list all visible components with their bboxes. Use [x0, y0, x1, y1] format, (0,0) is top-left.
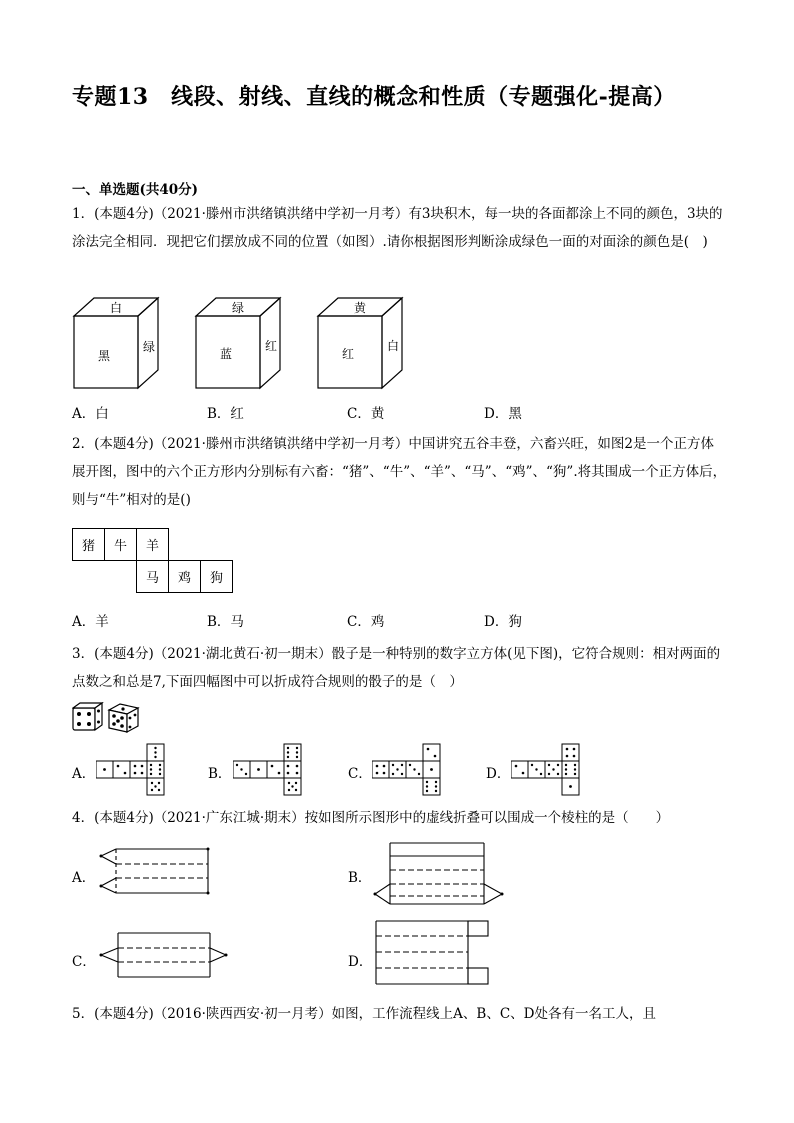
die-1 — [73, 703, 102, 730]
q2-option-a: A．羊 — [72, 614, 109, 630]
net-cell-pig: 猪 — [72, 528, 105, 561]
q1-cubes-figure — [72, 296, 432, 394]
question-4-text: 4．(本题4分)（2021·广东江城·期末）按如图所示图形中的虚线折叠可以围成一个棱柱的是（ ） — [72, 810, 670, 826]
q3-net-a — [96, 743, 166, 797]
q2-option-b: B．马 — [207, 614, 244, 630]
cube-1-front: 黑 — [97, 349, 111, 363]
question-3-text: 3．(本题4分)（2021·湖北黄石·初一期末）骰子是一种特别的数字立方体(见下图)，它符合规则：相对两面的点数之和总是7,下面四幅图中可以折成符合规则的骰子的是（ ） — [72, 646, 721, 690]
q1-option-b: B．红 — [207, 406, 244, 422]
q3-net-b — [233, 743, 303, 797]
question-5-text: 5．(本题4分)（2016·陕西西安·初一月考）如图，工作流程线上A、B、C、D处各有一名工人，且 — [72, 1006, 656, 1022]
q3-option-b: B． — [208, 766, 232, 782]
section-heading: 一、单选题(共40分) — [72, 182, 199, 198]
q3-dice-figure — [72, 702, 142, 734]
q1-option-c: C．黄 — [347, 406, 385, 422]
net-cell-horse: 马 — [136, 560, 169, 593]
question-1-text: 1．(本题4分)（2021·滕州市洪绪镇洪绪中学初一月考）有3块积木，每一块的各面都涂上不同的颜色，3块的涂法完全相同．现把它们摆放成不同的位置（如图）.请你根据图形判断涂成绿色一面的对面涂的颜色是( ) — [72, 206, 723, 250]
cube-2 — [196, 298, 280, 388]
q2-option-c: C．鸡 — [347, 614, 385, 630]
q4-figure-a — [98, 846, 213, 898]
cube-1-side: 绿 — [142, 340, 156, 354]
net-cell-dog: 狗 — [200, 560, 233, 593]
cube-1 — [74, 298, 158, 388]
q2-option-d: D．狗 — [484, 614, 522, 630]
cube-3-front: 红 — [341, 347, 355, 361]
die-2 — [109, 704, 138, 732]
q4-option-d: D． — [348, 954, 373, 970]
q3-net-c — [372, 743, 442, 797]
page-title: 专题13 线段、射线、直线的概念和性质（专题强化-提高） — [72, 84, 676, 110]
q1-option-a: A．白 — [72, 406, 109, 422]
question-2-text: 2．(本题4分)（2021·滕州市洪绪镇洪绪中学初一月考）中国讲究五谷丰登，六畜兴旺，如图2是一个正方体展开图，图中的六个正方形内分别标有六畜：“猪”、“牛”、“羊”、“马”、“鸡”、“狗”.将其围成一个正方体后，则与“牛”相对的是() — [72, 436, 727, 508]
q4-option-b: B． — [348, 870, 372, 886]
q4-figure-b — [372, 840, 507, 908]
q2-cube-net — [72, 528, 242, 594]
cube-2-side: 红 — [264, 339, 278, 353]
q3-net-d — [511, 743, 581, 797]
q4-figure-d — [372, 918, 497, 988]
q3-option-a: A． — [72, 766, 96, 782]
q3-option-c: C． — [348, 766, 372, 782]
cube-1-top: 白 — [109, 301, 123, 315]
net-cell-sheep: 羊 — [136, 528, 169, 561]
cube-3-side: 白 — [386, 339, 400, 353]
cube-2-front: 蓝 — [219, 347, 233, 361]
net-cell-chicken: 鸡 — [168, 560, 201, 593]
cube-3-top: 黄 — [353, 301, 367, 315]
cube-2-top: 绿 — [231, 301, 245, 315]
q4-option-c: C． — [72, 954, 96, 970]
net-cell-ox: 牛 — [104, 528, 137, 561]
q1-option-d: D．黑 — [484, 406, 522, 422]
q4-option-a: A． — [72, 870, 96, 886]
cube-3 — [318, 298, 402, 388]
q3-option-d: D． — [486, 766, 511, 782]
q4-figure-c — [98, 930, 233, 982]
